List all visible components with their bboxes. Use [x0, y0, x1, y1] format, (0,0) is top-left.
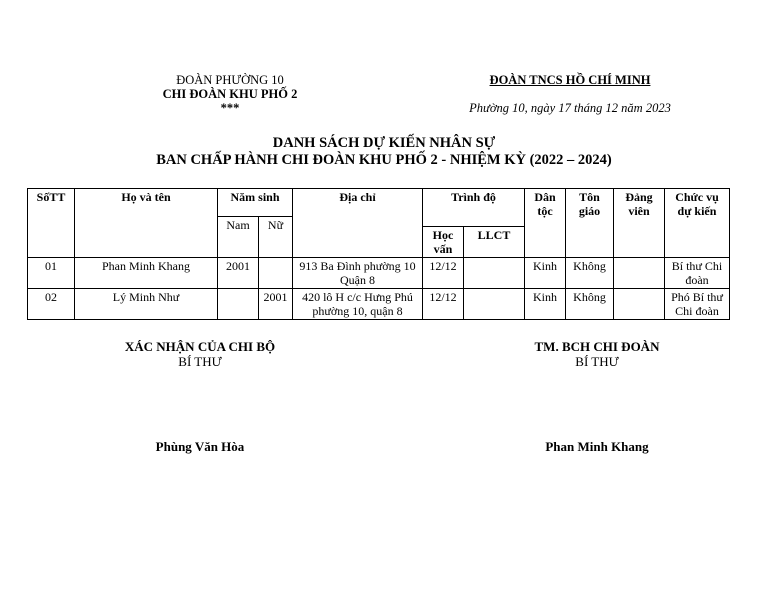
header-stt: SốTT: [28, 189, 75, 258]
cell-position: Phó Bí thư Chi đoàn: [665, 289, 730, 320]
cell-party-member: [614, 289, 665, 320]
header-right: [440, 73, 700, 115]
cell-religion: Không: [566, 289, 614, 320]
cell-education: 12/12: [423, 289, 464, 320]
left-signer-name: Phùng Văn Hòa: [155, 439, 245, 454]
header-female: Nữ: [259, 217, 293, 258]
right-signer-name: Phan Minh Khang: [545, 439, 649, 454]
ward-union-name: ĐOÀN PHƯỜNG 10: [176, 73, 284, 87]
left-signature-title: XÁC NHẬN CỦA CHI BỘ: [124, 339, 276, 354]
cell-address: 420 lô H c/c Hưng Phú phường 10, quận 8: [293, 289, 423, 320]
header-education: Học vấn: [423, 227, 464, 258]
table-row: [28, 258, 730, 289]
cell-ethnicity: Kinh: [525, 289, 566, 320]
title-line-2: BAN CHẤP HÀNH CHI ĐOÀN KHU PHỐ 2 - NHIỆM KỲ (2022 – 2024): [156, 152, 612, 168]
cell-ethnicity: Kinh: [525, 258, 566, 289]
right-signature-role: BÍ THƯ: [575, 354, 619, 369]
header-religion: Tôn giáo: [566, 189, 614, 258]
cell-name: Lý Minh Như: [75, 289, 218, 320]
header-political: LLCT: [464, 227, 525, 258]
header-level: Trình độ: [423, 189, 525, 227]
cell-education: 12/12: [423, 258, 464, 289]
cell-name: Phan Minh Khang: [75, 258, 218, 289]
personnel-table: [27, 188, 730, 320]
header-birth-year: Năm sinh: [218, 189, 293, 217]
title-line-1: DANH SÁCH DỰ KIẾN NHÂN SỰ: [272, 135, 496, 151]
cell-female: [259, 258, 293, 289]
cell-male: 2001: [218, 258, 259, 289]
header-name: Họ và tên: [75, 189, 218, 258]
header-left: [140, 73, 320, 115]
signature-left: [90, 339, 310, 454]
cell-stt: 02: [28, 289, 75, 320]
branch-name: CHI ĐOÀN KHU PHỐ 2: [162, 87, 298, 101]
header-position: Chức vụ dự kiến: [665, 189, 730, 258]
header-address: Địa chỉ: [293, 189, 423, 258]
header-male: Nam: [218, 217, 259, 258]
header-party-member: Đảng viên: [614, 189, 665, 258]
header-ethnicity: Dân tộc: [525, 189, 566, 258]
cell-religion: Không: [566, 258, 614, 289]
cell-male: [218, 289, 259, 320]
right-signature-title: TM. BCH CHI ĐOÀN: [534, 339, 660, 354]
table-row: [28, 289, 730, 320]
left-signature-role: BÍ THƯ: [178, 354, 222, 369]
document-title: [0, 135, 768, 169]
cell-female: 2001: [259, 289, 293, 320]
document-date: Phường 10, ngày 17 tháng 12 năm 2023: [469, 101, 671, 115]
organization-name: ĐOÀN TNCS HỒ CHÍ MINH: [489, 73, 651, 87]
header-stars: ***: [220, 101, 240, 115]
cell-political: [464, 258, 525, 289]
cell-party-member: [614, 258, 665, 289]
cell-stt: 01: [28, 258, 75, 289]
cell-political: [464, 289, 525, 320]
signature-right: [487, 339, 707, 454]
cell-address: 913 Ba Đình phường 10 Quận 8: [293, 258, 423, 289]
cell-position: Bí thư Chi đoàn: [665, 258, 730, 289]
